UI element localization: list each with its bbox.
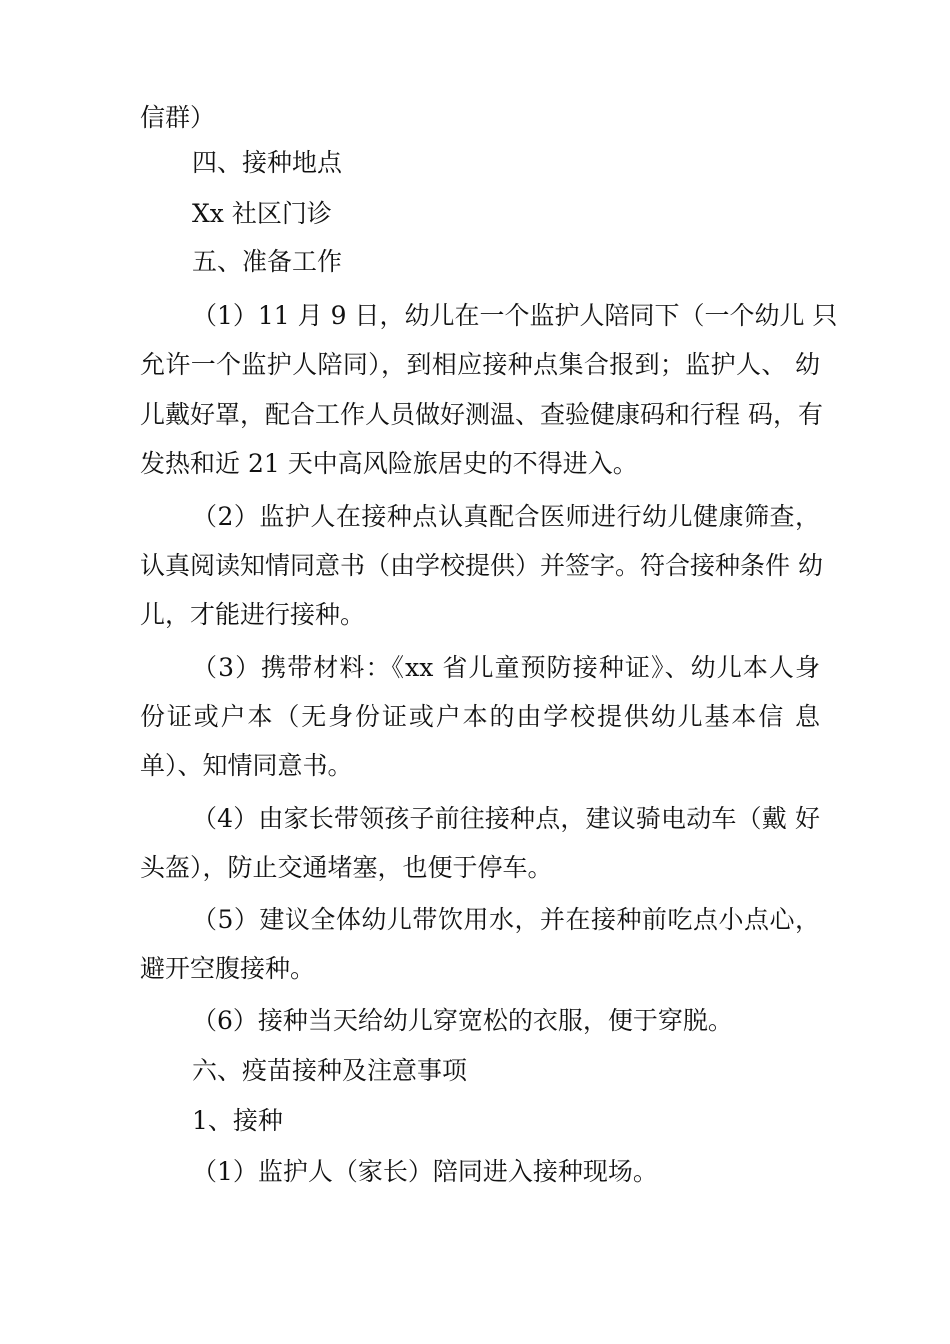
paragraph-line: （1）11 月 9 日，幼儿在一个监护人陪同下（一个幼儿 只 (192, 301, 838, 330)
section-heading-4: 四、接种地点 (192, 148, 343, 177)
paragraph-line: （6）接种当天给幼儿穿宽松的衣服，便于穿脱。 (192, 1006, 733, 1035)
paragraph-line: 份证或户本（无身份证或户本的由学校提供幼儿基本信 息 (140, 702, 820, 731)
paragraph-line: 允许一个监护人陪同），到相应接种点集合报到；监护人、 幼 (140, 350, 820, 379)
paragraph-line: 避开空腹接种。 (140, 954, 316, 983)
paragraph-line: 头盔），防止交通堵塞，也便于停车。 (140, 853, 553, 882)
section-heading-5: 五、准备工作 (192, 247, 343, 276)
subsection-heading-1: 1、接种 (192, 1106, 283, 1135)
paragraph-line: （3）携带材料：《xx 省儿童预防接种证》、幼儿本人身 (192, 653, 820, 682)
paragraph-line: 儿戴好罩，配合工作人员做好测温、查验健康码和行程 码，有 (140, 400, 823, 429)
paragraph-line: （5）建议全体幼儿带饮用水，并在接种前吃点小点心， (192, 905, 820, 934)
paragraph-line: 单）、知情同意书。 (140, 751, 353, 780)
paragraph-line: 发热和近 21 天中高风险旅居史的不得进入。 (140, 449, 638, 478)
paragraph-line: （2）监护人在接种点认真配合医师进行幼儿健康筛查， (192, 502, 820, 531)
section-heading-6: 六、疫苗接种及注意事项 (192, 1056, 468, 1085)
paragraph-line: Xx 社区门诊 (192, 199, 332, 228)
paragraph-line: 认真阅读知情同意书（由学校提供）并签字。符合接种条件 幼 (140, 551, 823, 580)
paragraph-line: （1）监护人（家长）陪同进入接种现场。 (192, 1157, 658, 1186)
paragraph-line: 儿，才能进行接种。 (140, 600, 366, 629)
paragraph-line: （4）由家长带领孩子前往接种点，建议骑电动车（戴 好 (192, 804, 820, 833)
paragraph-line: 信群） (140, 103, 216, 132)
